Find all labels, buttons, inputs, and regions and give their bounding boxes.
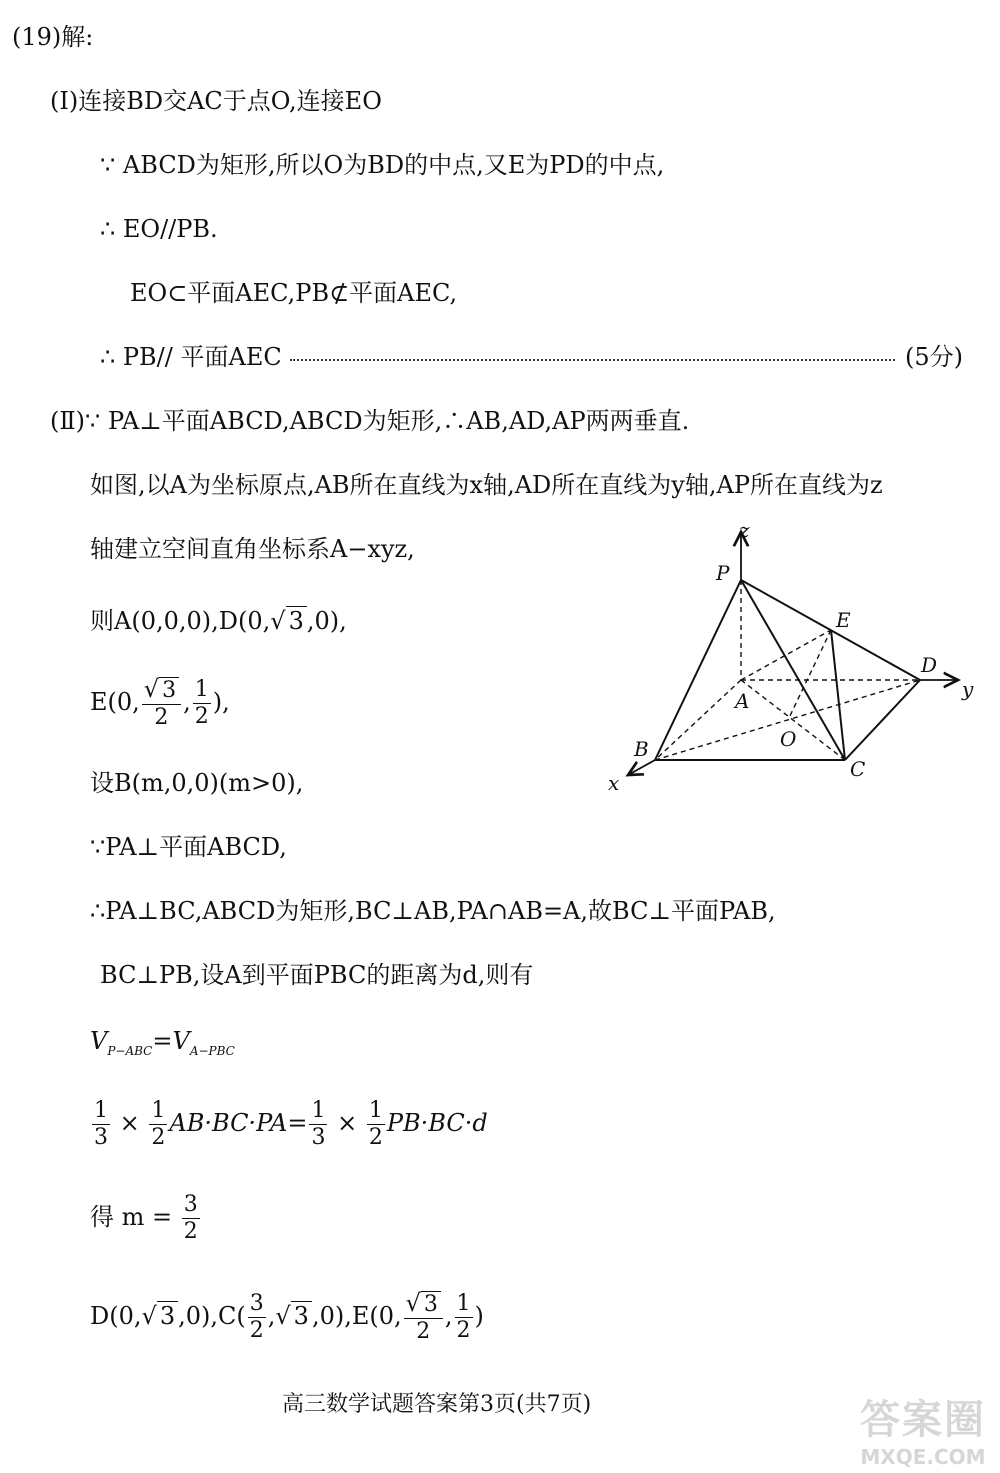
edge-eo [788, 630, 831, 720]
page-footer: 高三数学试题答案第3页(共7页) [282, 1392, 592, 1417]
bc-pb-line: BC⊥PB,设A到平面PBC的距离为d,则有 [100, 961, 534, 989]
dotted-leader [290, 357, 895, 361]
fraction-1-over-3: $\frac{1}{3}$ [311, 1098, 326, 1150]
label-b: B [634, 737, 649, 761]
sqrt-3: √ 3 [270, 606, 307, 636]
label-x: x [608, 771, 620, 795]
part1-step1: (Ⅰ)连接BD交AC于点O,连接EO [50, 87, 382, 115]
part1-step5: ∴ PB// 平面AEC [100, 343, 282, 371]
label-d: D [921, 653, 938, 677]
fraction-sqrt3-over-2: $\frac{√ 3}{2}$ [142, 676, 181, 731]
fraction-1-over-2: $\frac{1}{2}$ [194, 677, 209, 729]
part2-step2: 如图,以A为坐标原点,AB所在直线为x轴,AD所在直线为y轴,AP所在直线为z [90, 471, 883, 499]
set-b: 设B(m,0,0)(m>0), [90, 769, 304, 797]
part2-step3: 轴建立空间直角坐标系A−xyz, [90, 535, 415, 563]
distance-equation: $\frac{1}{3}$ × $\frac{1}{2}$ AB·BC·PA= $\frac{1}{3}$ × $\frac{1}{2}$ PB·BC·d [94, 1098, 488, 1150]
x-axis [628, 760, 655, 775]
fraction-1-over-2: $\frac{1}{2}$ [456, 1291, 471, 1343]
fraction-3-over-2: $\frac{3}{2}$ [249, 1291, 264, 1343]
part2-step1: (Ⅱ)∵ PA⊥平面ABCD,ABCD为矩形,∴AB,AD,AP两两垂直. [50, 407, 690, 435]
label-o: O [780, 727, 797, 751]
volume-equation: $V_{P-ABC}=V_{A-PBC}$ [90, 1027, 235, 1058]
pa-perp: ∵PA⊥平面ABCD, [90, 833, 287, 861]
fraction-1-over-3: $\frac{1}{3}$ [94, 1098, 108, 1150]
part1-step3: ∴ EO//PB. [100, 215, 218, 243]
edge-ab [655, 680, 741, 760]
part1-step4: EO⊂平面AEC,PB⊄平面AEC, [130, 279, 458, 307]
final-coordinates: D(0,√ 3 ,0),C( $\frac{3}{2}$ ,√ 3 ,0),E(0, $\frac{√ 3}{2}$ , $\frac{1}{2}$ ) [90, 1289, 484, 1344]
part1-score: (5分) [905, 343, 963, 371]
fraction-3-over-2: $\frac{3}{2}$ [183, 1192, 198, 1244]
fraction-1-over-2: $\frac{1}{2}$ [151, 1098, 166, 1150]
label-y: y [962, 677, 974, 701]
fraction-sqrt3-over-2: $\frac{√ 3}{2}$ [404, 1290, 443, 1345]
coord-a-d: 则A(0,0,0),D(0,√ 3 ,0), [90, 607, 347, 635]
edge-ae [741, 630, 831, 680]
pyramid-figure [590, 520, 990, 800]
site-watermark: 答案圈 MXQE.COM [860, 1396, 986, 1469]
part1-step2: ∵ ABCD为矩形,所以O为BD的中点,又E为PD的中点, [100, 151, 665, 179]
label-c: C [850, 757, 866, 781]
label-p: P [716, 561, 730, 585]
label-z: z [739, 520, 750, 542]
coord-e: E(0, $\frac{√ 3}{2}$ , $\frac{1}{2}$ ), [90, 675, 230, 730]
edge-pb [655, 580, 741, 760]
result-m: 得 m = $\frac{3}{2}$ [90, 1192, 198, 1244]
problem-label: (19)解: [12, 23, 94, 51]
label-e: E [836, 608, 851, 632]
therefore-line: ∴PA⊥BC,ABCD为矩形,BC⊥AB,PA∩AB=A,故BC⊥平面PAB, [90, 897, 776, 925]
fraction-1-over-2: $\frac{1}{2}$ [368, 1098, 383, 1150]
label-a: A [735, 689, 750, 713]
